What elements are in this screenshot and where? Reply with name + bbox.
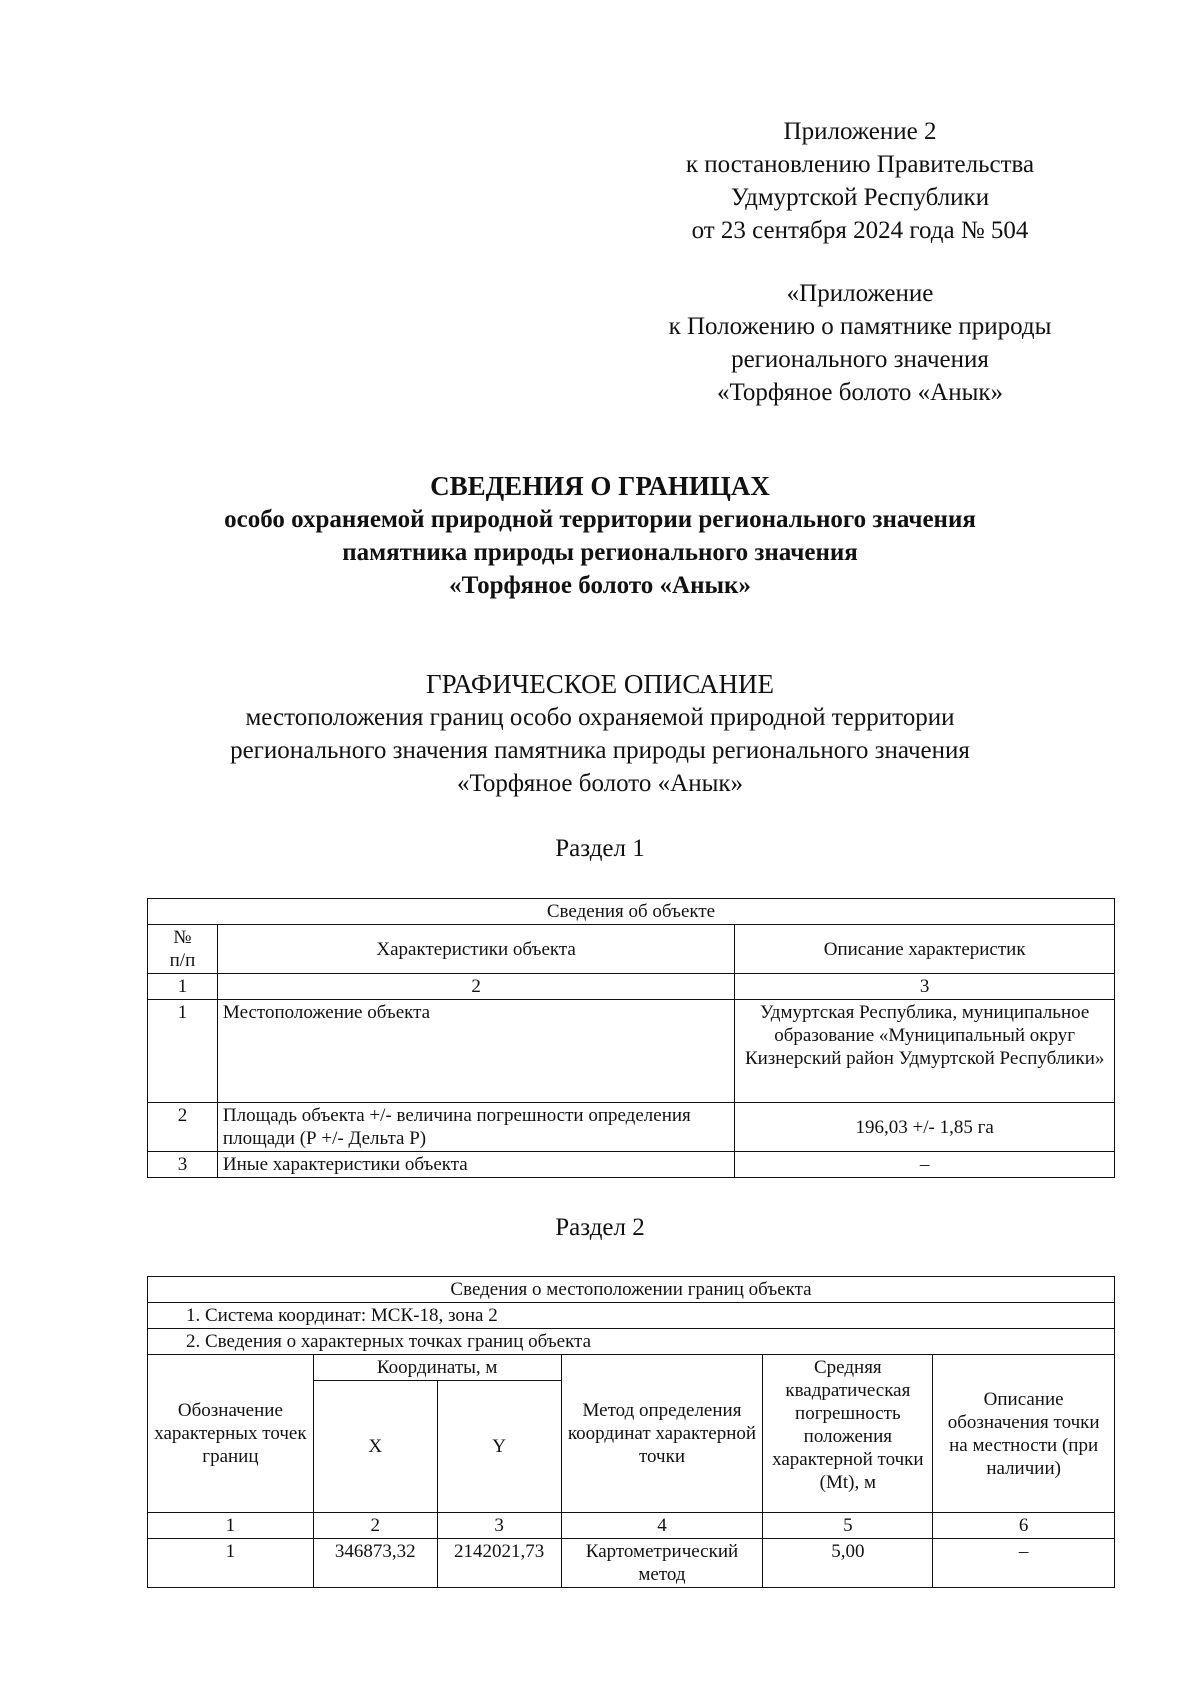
header-num	[148, 925, 218, 974]
header-designation: Обозначение характерных точек границ	[148, 1355, 314, 1513]
row-name: Площадь объекта +/- величина погрешности определения площади (Р +/- Дельта Р)	[217, 1103, 734, 1152]
col-number: 1	[148, 1513, 314, 1539]
point-y: 2142021,73	[437, 1539, 561, 1588]
header-characteristics: Характеристики объекта	[217, 925, 734, 974]
object-info-table	[147, 898, 1115, 1178]
row-num: 2	[148, 1103, 218, 1152]
header-coords: Координаты, м	[313, 1355, 561, 1381]
points-caption: 2. Сведения о характерных точках границ объекта	[148, 1329, 1115, 1355]
title-line: особо охраняемой природной территории регионального значения	[224, 506, 976, 533]
row-num: 1	[148, 1000, 218, 1103]
row-value: –	[735, 1152, 1115, 1178]
row-value: Удмуртская Республика, муниципальное образование «Муниципальный округ Кизнерский район Удмуртской Республики»	[735, 1000, 1115, 1103]
header-error: Средняя квадратическая погрешность положения характерной точки (Mt), м	[763, 1355, 933, 1513]
section-2-title: Раздел 2	[555, 1214, 645, 1241]
appendix-header	[640, 115, 1080, 247]
document-title	[110, 470, 1090, 602]
header-num-line: №	[173, 927, 192, 948]
boundary-points-table	[147, 1276, 1115, 1588]
row-value: 196,03 +/- 1,85 га	[735, 1103, 1115, 1152]
header-y: Y	[437, 1381, 561, 1513]
table-row	[148, 1000, 1115, 1103]
graphic-description-heading	[110, 668, 1090, 800]
row-num: 3	[148, 1152, 218, 1178]
header-num-line: п/п	[169, 950, 196, 971]
heading-line: местоположения границ особо охраняемой природной территории	[245, 704, 955, 731]
table-row	[148, 1103, 1115, 1152]
title-line: памятника природы регионального значения	[342, 539, 858, 566]
header-method: Метод определения координат характерной точки	[561, 1355, 763, 1513]
col-number: 5	[763, 1513, 933, 1539]
col-number: 3	[437, 1513, 561, 1539]
appendix-line: «Торфяное болото «Анык»	[716, 379, 1004, 406]
table-caption: Сведения об объекте	[148, 899, 1115, 925]
table-row	[148, 1152, 1115, 1178]
row-name: Местоположение объекта	[217, 1000, 734, 1103]
header-x: X	[313, 1381, 437, 1513]
appendix-line: к Положению о памятнике природы	[668, 313, 1052, 340]
point-description: –	[933, 1539, 1115, 1588]
title-line: СВЕДЕНИЯ О ГРАНИЦАХ	[430, 471, 770, 501]
table-row	[148, 1539, 1115, 1588]
col-number: 2	[217, 974, 734, 1000]
regulation-appendix-header	[640, 277, 1080, 409]
appendix-line: регионального значения	[731, 346, 989, 373]
col-number: 3	[735, 974, 1115, 1000]
heading-line: «Торфяное болото «Анык»	[456, 770, 744, 797]
header-point-description: Описание обозначения точки на местности (при наличии)	[933, 1355, 1115, 1513]
heading-line: регионального значения памятника природы регионального значения	[230, 737, 970, 764]
header-description: Описание характеристик	[735, 925, 1115, 974]
appendix-line: от 23 сентября 2024 года № 504	[691, 217, 1029, 244]
title-line: «Торфяное болото «Анык»	[449, 572, 751, 599]
table-caption: Сведения о местоположении границ объекта	[148, 1277, 1115, 1303]
point-x: 346873,32	[313, 1539, 437, 1588]
col-number: 4	[561, 1513, 763, 1539]
col-number: 1	[148, 974, 218, 1000]
point-method: Картометрический метод	[561, 1539, 763, 1588]
section-1-title: Раздел 1	[555, 835, 645, 862]
appendix-line: Приложение 2	[783, 118, 937, 145]
appendix-line: к постановлению Правительства	[685, 151, 1035, 178]
row-name: Иные характеристики объекта	[217, 1152, 734, 1178]
col-number: 6	[933, 1513, 1115, 1539]
appendix-line: «Приложение	[786, 280, 934, 307]
col-number: 2	[313, 1513, 437, 1539]
point-error: 5,00	[763, 1539, 933, 1588]
point-id: 1	[148, 1539, 314, 1588]
coordinate-system: 1. Система координат: МСК-18, зона 2	[148, 1303, 1115, 1329]
appendix-line: Удмуртской Республики	[730, 184, 990, 211]
heading-line: ГРАФИЧЕСКОЕ ОПИСАНИЕ	[425, 669, 775, 699]
